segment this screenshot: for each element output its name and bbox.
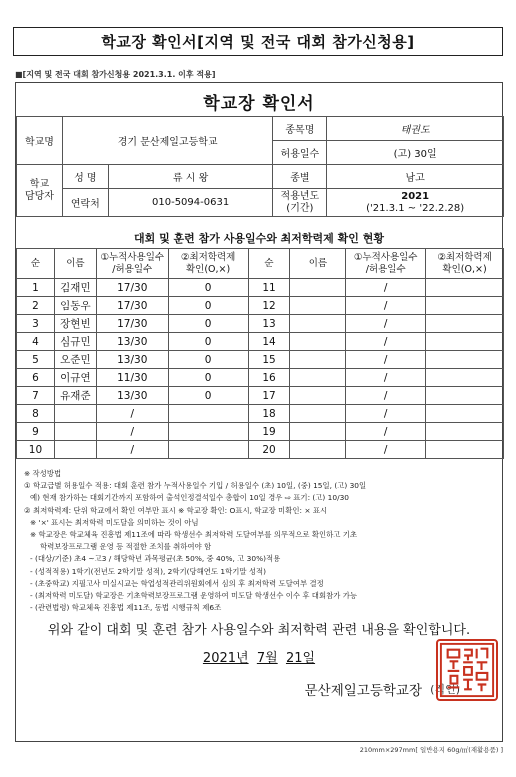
roster-days-cell: / (346, 423, 426, 441)
form-title: 학교장 확인서 (203, 94, 315, 114)
header-no: 순 (248, 249, 290, 279)
table-row (17, 423, 504, 441)
note-line: 예) 현재 참가하는 대회기간까지 포함하여 출석인정결석일수 총합이 10일 경우 ⇨ 표기: (고) 10/30 (30, 493, 349, 503)
roster-name-cell: 심규민 (54, 333, 96, 351)
roster-min-cell (426, 279, 504, 297)
event-value: 태권도 (327, 117, 504, 141)
table-row (17, 405, 504, 423)
roster-name-cell: 이규연 (54, 369, 96, 387)
roster-no-cell: 1 (17, 279, 55, 297)
roster-min-cell: 0 (168, 369, 248, 387)
roster-no-cell: 19 (248, 423, 290, 441)
roster-days-cell: / (96, 441, 168, 459)
roster-no-cell: 8 (17, 405, 55, 423)
roster-no-cell: 2 (17, 297, 55, 315)
roster-name-cell: 장현빈 (54, 315, 96, 333)
note-line: ① 학교급별 허용일수 적용: 대회 훈련 참가 누적사용일수 기입 / 허용일수 (초) 10일, (중) 15일, (고) 30일 (24, 481, 367, 491)
roster-no-cell: 9 (17, 423, 55, 441)
roster-no-cell: 10 (17, 441, 55, 459)
roster-days-cell: / (96, 423, 168, 441)
roster-no-cell: 17 (248, 387, 290, 405)
roster-name-cell (290, 351, 346, 369)
year-value: 2021 (401, 190, 430, 202)
table-row (17, 351, 504, 369)
allowed-label: 허용일수 (273, 141, 327, 165)
roster-min-cell (426, 297, 504, 315)
note-line: ※ 작성방법 (24, 469, 62, 478)
roster-name-cell (290, 387, 346, 405)
table-row (17, 315, 504, 333)
roster-name-cell (290, 315, 346, 333)
sport-value: 남고 (327, 165, 504, 189)
note-line: ② 최저학력제: 단위 학교에서 확인 여부만 표시 ※ 학교장 확인: O표시, 학교장 미확인: × 표시 (24, 505, 328, 515)
note-line: - (성적적용) 1학기(전년도 2학기말 성적), 2학기(당해연도 1학기말 성적) (30, 566, 267, 576)
roster-no-cell: 3 (17, 315, 55, 333)
confirm-statement: 위와 같이 대회 및 훈련 참가 사용일수와 최저학력 관련 내용을 확인합니다. (47, 623, 471, 638)
table-row (17, 297, 504, 315)
date-day: 21일 (285, 651, 316, 666)
roster-no-cell: 6 (17, 369, 55, 387)
roster-no-cell: 5 (17, 351, 55, 369)
roster-name-cell (290, 405, 346, 423)
info-table (16, 116, 504, 217)
roster-days-cell: 17/30 (96, 315, 168, 333)
roster-min-cell (426, 441, 504, 459)
roster-no-cell: 20 (248, 441, 290, 459)
roster-min-cell: 0 (168, 279, 248, 297)
header-no: 순 (17, 249, 55, 279)
sign-date (16, 647, 502, 666)
header-title: 학교장 확인서[지역 및 전국 대회 참가신청용] (13, 27, 503, 56)
roster-name-cell (290, 441, 346, 459)
roster-days-cell: 17/30 (96, 279, 168, 297)
roster-min-cell: 0 (168, 387, 248, 405)
form-frame (15, 82, 503, 742)
header-days: ①누적사용일수 /허용일수 (96, 249, 168, 279)
roster-min-cell (168, 405, 248, 423)
roster-min-cell (426, 423, 504, 441)
header-name: 이름 (54, 249, 96, 279)
note-line: - (관련법령) 학교체육 진흥법 제11조, 동법 시행규칙 제6조 (30, 603, 222, 613)
roster-min-cell (426, 387, 504, 405)
roster-no-cell: 7 (17, 387, 55, 405)
roster-days-cell: 17/30 (96, 297, 168, 315)
roster-min-cell: 0 (168, 315, 248, 333)
applicability-note: ■[지역 및 전국 대회 참가신청용 2021.3.1. 이후 적용] (15, 70, 216, 79)
roster-days-cell: / (346, 369, 426, 387)
roster-days-cell: / (346, 315, 426, 333)
roster-min-cell (168, 441, 248, 459)
note-line: 학력보장프로그램 운영 등 적절한 조치를 취하여야 함 (40, 542, 212, 552)
seal-placeholder: (직인) (430, 683, 460, 696)
roster-name-cell (290, 369, 346, 387)
roster-name-cell (290, 333, 346, 351)
roster-days-cell: 13/30 (96, 351, 168, 369)
allowed-value: (고) 30일 (327, 141, 504, 165)
header-days: ①누적사용일수 /허용일수 (346, 249, 426, 279)
roster-days-cell: / (346, 387, 426, 405)
seal-icon (438, 641, 496, 699)
roster-no-cell: 14 (248, 333, 290, 351)
roster-name-cell: 유재준 (54, 387, 96, 405)
roster-min-cell (426, 351, 504, 369)
official-seal (436, 639, 498, 701)
event-label: 종목명 (273, 117, 327, 141)
roster-days-cell: 13/30 (96, 387, 168, 405)
phone-label: 연락처 (62, 189, 108, 217)
table-row (17, 387, 504, 405)
date-month: 7월 (256, 651, 278, 666)
roster-days-cell: / (346, 297, 426, 315)
roster-min-cell: 0 (168, 297, 248, 315)
table-row (17, 279, 504, 297)
note-line: - (대상/기준) 초4 ~고3 / 해당학년 과목평균(초 50%, 중 40%, 고 30%)적용 (30, 554, 281, 564)
roster-name-cell (290, 423, 346, 441)
roster-days-cell: 13/30 (96, 333, 168, 351)
year-label: 적용년도 (기간) (273, 189, 327, 217)
roster-table (16, 248, 504, 459)
roster-no-cell: 11 (248, 279, 290, 297)
name-value: 류 시 왕 (108, 165, 273, 189)
roster-min-cell (426, 369, 504, 387)
note-line: - (초중학교) 지필고사 미실시교는 학업성적관리위원회에서 심의 후 최저학력 도달여부 결정 (30, 578, 324, 588)
roster-name-cell (290, 279, 346, 297)
roster-min-cell: 0 (168, 333, 248, 351)
sport-label: 종별 (273, 165, 327, 189)
header-min: ②최저학력제 확인(O,×) (426, 249, 504, 279)
note-line: ※ 학교장은 학교체육 진흥법 제11조에 따라 학생선수 최저학력 도달여부를 의무적으로 확인하고 기초 (30, 530, 358, 540)
roster-title: 대회 및 훈련 참가 사용일수와 최저학력제 확인 현황 (134, 232, 384, 245)
roster-days-cell: / (96, 405, 168, 423)
name-label: 성 명 (62, 165, 108, 189)
paper-spec: 210mm×297mm[ 일반용지 60g/㎡(재활용품) ] (359, 746, 503, 754)
note-line: - (최저학력 미도달) 학교장은 기초학력보장프로그램 운영하여 미도달 학생선수 이수 후 대회참가 가능 (30, 591, 357, 601)
roster-no-cell: 16 (248, 369, 290, 387)
roster-days-cell: 11/30 (96, 369, 168, 387)
period-value: ('21.3.1 ~ '22.2.28) (366, 202, 465, 214)
roster-min-cell (426, 333, 504, 351)
roster-name-cell (290, 297, 346, 315)
roster-name-cell: 김재민 (54, 279, 96, 297)
phone-value: 010-5094-0631 (108, 189, 273, 217)
roster-name-cell: 오준민 (54, 351, 96, 369)
roster-no-cell: 15 (248, 351, 290, 369)
roster-min-cell (426, 315, 504, 333)
roster-no-cell: 13 (248, 315, 290, 333)
header-min: ②최저학력제 확인(O,×) (168, 249, 248, 279)
roster-days-cell: / (346, 333, 426, 351)
year-value-cell (327, 189, 504, 217)
roster-no-cell: 4 (17, 333, 55, 351)
roster-name-cell (54, 441, 96, 459)
principal-name: 문산제일고등학교장 (304, 683, 422, 699)
instructions (24, 468, 498, 614)
table-row (17, 441, 504, 459)
roster-days-cell: / (346, 279, 426, 297)
date-year: 2021년 (202, 651, 249, 666)
roster-min-cell: 0 (168, 351, 248, 369)
roster-days-cell: / (346, 351, 426, 369)
school-label: 학교명 (17, 117, 63, 165)
table-row (17, 369, 504, 387)
table-row (17, 333, 504, 351)
roster-days-cell: / (346, 405, 426, 423)
header-name: 이름 (290, 249, 346, 279)
note-line: ※ '×' 표시는 최저학력 미도달을 의미하는 것이 아님 (30, 517, 199, 527)
roster-name-cell (54, 423, 96, 441)
roster-days-cell: / (346, 441, 426, 459)
roster-name-cell (54, 405, 96, 423)
roster-min-cell (426, 405, 504, 423)
roster-name-cell: 임동우 (54, 297, 96, 315)
contact-label: 학교 담당자 (17, 165, 63, 217)
roster-min-cell (168, 423, 248, 441)
school-value: 경기 문산제일고등학교 (62, 117, 273, 165)
roster-no-cell: 18 (248, 405, 290, 423)
roster-no-cell: 12 (248, 297, 290, 315)
